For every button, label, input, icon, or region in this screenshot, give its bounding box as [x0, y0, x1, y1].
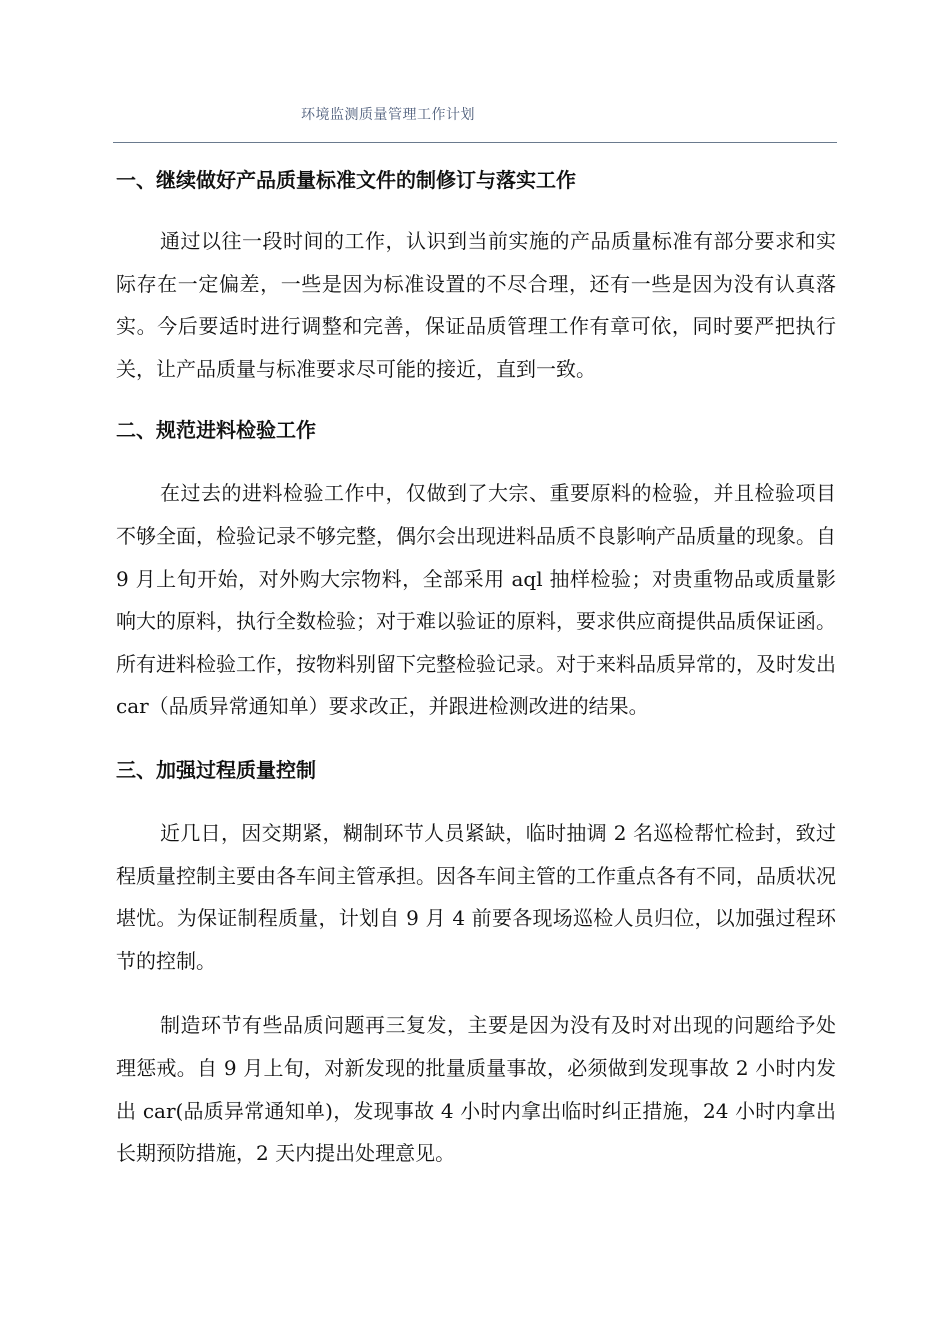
section-heading-3: 三、加强过程质量控制: [116, 757, 316, 782]
document-body: [116, 160, 836, 1175]
page-header-title: 环境监测质量管理工作计划: [301, 107, 475, 123]
section-1-paragraph-1: 通过以往一段时间的工作，认识到当前实施的产品质量标准有部分要求和实际存在一定偏差，一些是因为标准设置的不尽合理，还有一些是因为没有认真落实。今后要适时进行调整和完善，保证品质管理工作有章可依，同时要严把执行关，让产品质量与标准要求尽可能的接近，直到一致。: [116, 229, 836, 381]
section-heading-2: 二、规范进料检验工作: [116, 418, 316, 443]
section-3-paragraph-2: 制造环节有些品质问题再三复发，主要是因为没有及时对出现的问题给予处理惩戒。自 9 月上旬，对新发现的批量质量事故，必须做到发现事故 2 小时内发出 car(品质异常通知单)，发现事故 4 小时内拿出临时纠正措施，24 小时内拿出长期预防措施，2 天内提出处理意见。: [116, 1013, 836, 1166]
section-heading-1: 一、继续做好产品质量标准文件的制修订与落实工作: [116, 168, 576, 192]
section-2-paragraph-1: 在过去的进料检验工作中，仅做到了大宗、重要原料的检验，并且检验项目不够全面，检验记录不够完整，偶尔会出现进料品质不良影响产品质量的现象。自 9 月上旬开始，对外购大宗物料，全部采用 aql 抽样检验；对贵重物品或质量影响大的原料，执行全数检验；对于难以验证的原料，要求供应商提供品质保证函。所有进料检验工作，按物料别留下完整检验记录。对于来料品质异常的，及时发出 car（品质异常通知单）要求改正，并跟进检测改进的结果。: [116, 481, 836, 719]
header-divider: [113, 142, 837, 143]
section-3-paragraph-1: 近几日，因交期紧，糊制环节人员紧缺，临时抽调 2 名巡检帮忙检封，致过程质量控制主要由各车间主管承担。因各车间主管的工作重点各有不同，品质状况堪忧。为保证制程质量，计划自 9 月 4 前要各现场巡检人员归位，以加强过程环节的控制。: [116, 820, 836, 973]
